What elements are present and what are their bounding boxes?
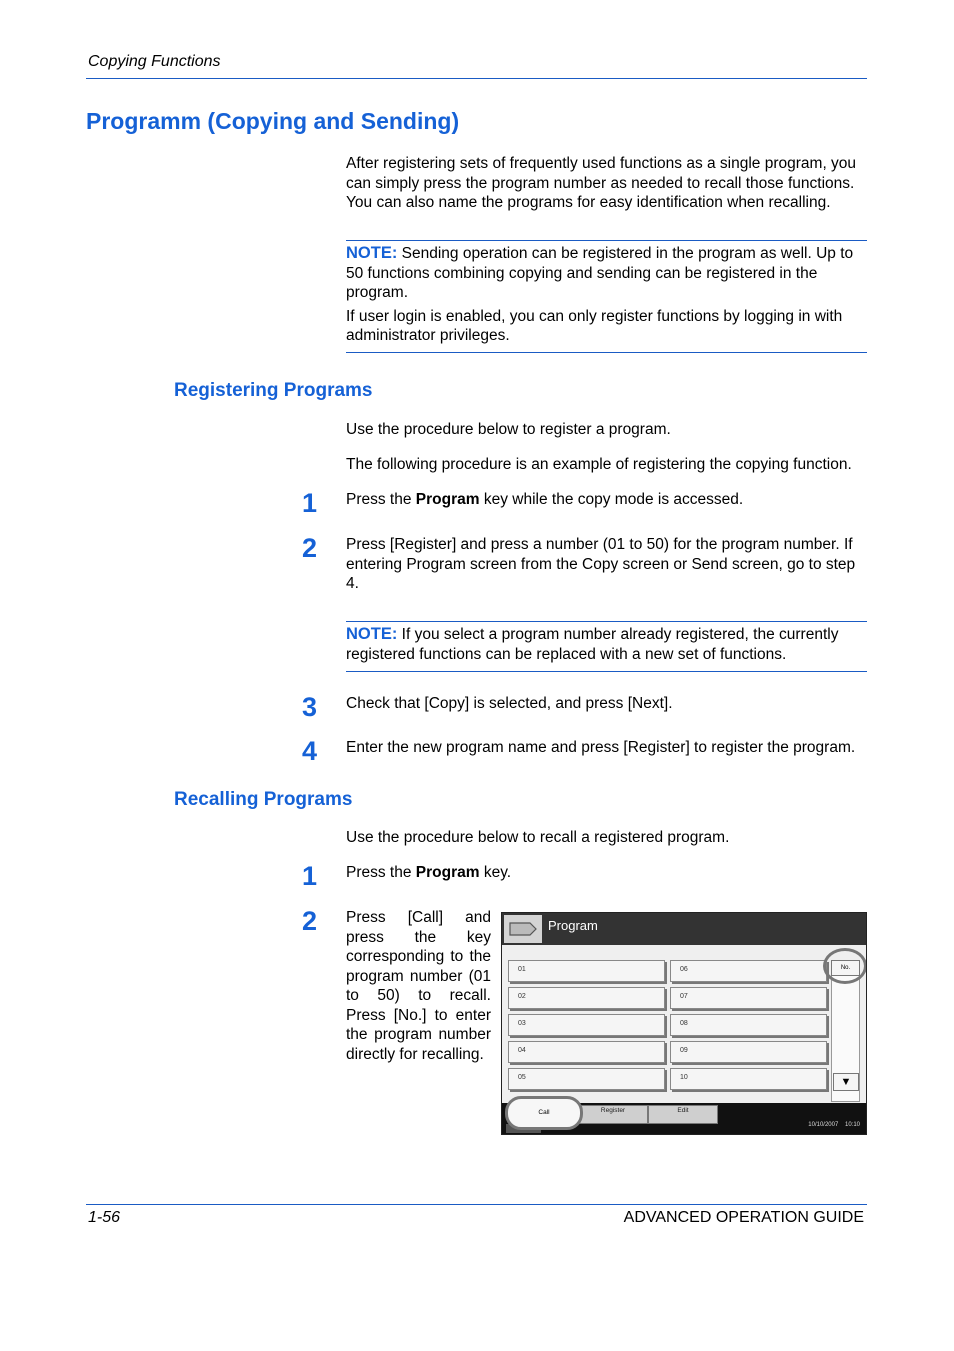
registering-step-4: Enter the new program name and press [Register] to register the program.	[346, 739, 856, 756]
note-text-2: If user login is enabled, you can only register functions by logging in with administrator privileges.	[346, 307, 843, 344]
button-label: 07	[680, 993, 688, 1000]
time: 10:10	[844, 1122, 860, 1128]
note-text: Sending operation can be registered in the program as well. Up to 50 functions combining copying and sending can be registered in the program.	[346, 245, 854, 301]
registering-intro-2: The following procedure is an example of registering the copying function.	[346, 456, 852, 473]
step-number: 2	[302, 533, 318, 563]
note-text: If you select a program number already registered, the currently registered functions can be replaced with a new set of functions.	[346, 626, 839, 663]
button-label: 06	[680, 966, 688, 973]
program-icon	[504, 915, 542, 943]
button-label: 01	[518, 966, 526, 973]
step-text: key while the copy mode is accessed.	[479, 491, 744, 508]
section-heading-recalling: Recalling Programs	[174, 789, 353, 810]
registering-step-3: Check that [Copy] is selected, and press [Next].	[346, 695, 673, 712]
note-paragraph	[346, 244, 867, 303]
program-button-01[interactable]	[508, 960, 665, 982]
button-label: 03	[518, 1020, 526, 1027]
program-key-label: Program	[415, 864, 480, 881]
step-text: Press the	[346, 864, 416, 881]
note-label: NOTE:	[346, 625, 398, 643]
program-button-02[interactable]	[508, 987, 665, 1009]
guide-title: ADVANCED OPERATION GUIDE	[623, 1209, 864, 1226]
section-heading-registering: Registering Programs	[174, 380, 373, 401]
button-label: 10	[680, 1074, 688, 1081]
program-key-label: Program	[415, 491, 480, 508]
recalling-intro: Use the procedure below to recall a registered program.	[346, 829, 730, 846]
step-number: 1	[302, 861, 318, 891]
program-button-10[interactable]	[670, 1068, 827, 1090]
step-number: 4	[302, 736, 318, 766]
screen-title-bar	[502, 913, 866, 945]
scroll-down-icon[interactable]: ▼	[833, 1073, 859, 1091]
header-rule	[86, 78, 867, 79]
call-button[interactable]: Call	[505, 1096, 583, 1130]
note-paragraph	[346, 625, 867, 664]
step-number: 3	[302, 692, 318, 722]
page-number: 1-56	[88, 1209, 121, 1226]
step-text: Press the	[346, 491, 416, 508]
step-text: key.	[479, 864, 512, 881]
intro-paragraph: After registering sets of frequently used functions as a single program, you can simply press the program number as needed to recall those functions. You can also name the programs for easy identification when recalling.	[346, 155, 857, 211]
recalling-step-1	[346, 863, 868, 883]
program-screen-illustration	[501, 912, 867, 1135]
button-label: 02	[518, 993, 526, 1000]
register-button[interactable]: Register	[578, 1105, 648, 1124]
button-label: 09	[680, 1047, 688, 1054]
date-time	[808, 1122, 860, 1128]
program-button-03[interactable]	[508, 1014, 665, 1036]
note-box-1	[346, 240, 867, 353]
footer-rule	[86, 1204, 867, 1205]
program-button-06[interactable]	[670, 960, 827, 982]
button-label: 04	[518, 1047, 526, 1054]
screen-title: Program	[548, 918, 598, 933]
button-label: 08	[680, 1020, 688, 1027]
program-button-07[interactable]	[670, 987, 827, 1009]
registering-step-2: Press [Register] and press a number (01 to 50) for the program number. If entering Program screen from the Copy screen or Send screen, go to step 4.	[346, 536, 856, 592]
note-label: NOTE:	[346, 244, 398, 262]
program-button-08[interactable]	[670, 1014, 827, 1036]
program-button-04[interactable]	[508, 1041, 665, 1063]
registering-step-1	[346, 490, 868, 510]
program-button-05[interactable]	[508, 1068, 665, 1090]
button-label: 05	[518, 1074, 526, 1081]
highlight-circle	[823, 948, 867, 984]
number-button[interactable]: No.	[831, 960, 860, 976]
program-button-09[interactable]	[670, 1041, 827, 1063]
running-header: Copying Functions	[88, 53, 221, 70]
recalling-step-2: Press [Call] and press the key corresponding to the program number (01 to 50) to recall. Press [No.] to enter the program number directly for recalling.	[346, 909, 491, 1063]
registering-intro-1: Use the procedure below to register a program.	[346, 421, 671, 438]
note-box-2	[346, 621, 867, 672]
step-number: 1	[302, 488, 318, 518]
page-title: Programm (Copying and Sending)	[86, 108, 460, 134]
edit-button[interactable]: Edit	[648, 1105, 718, 1124]
date: 10/10/2007	[808, 1122, 839, 1128]
step-number: 2	[302, 906, 318, 936]
